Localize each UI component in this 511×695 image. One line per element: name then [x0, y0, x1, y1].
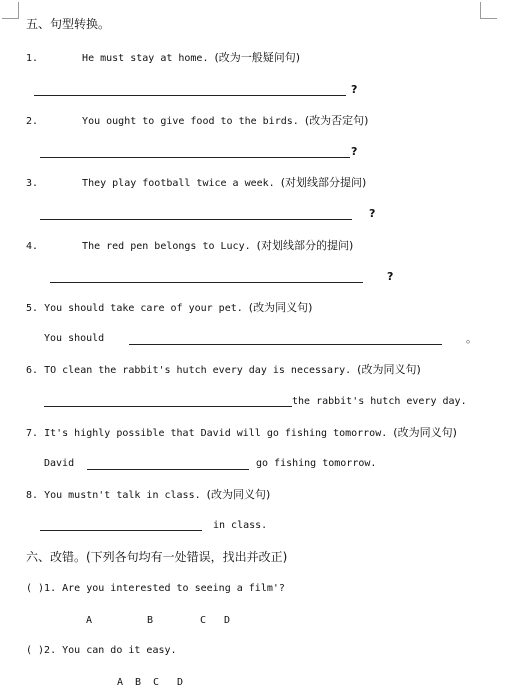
question-mark-2: ?	[351, 145, 358, 158]
question-instruction: (对划线部分的提问)	[256, 239, 354, 252]
question-number: 7.	[26, 428, 39, 439]
option-c: C	[200, 615, 207, 626]
question-8	[26, 488, 270, 503]
question-text: Are you interested to seeing a film'?	[62, 583, 285, 594]
option-c: C	[153, 677, 160, 688]
option-a: A	[117, 677, 124, 688]
question-text: He must stay at home.	[82, 53, 209, 64]
question-number: 5.	[26, 303, 39, 314]
page-corner-mark-left	[2, 2, 19, 19]
question-instruction: (改为否定句)	[304, 114, 369, 127]
answer-blank-2[interactable]	[40, 157, 350, 158]
answer-lead-5: You should	[44, 333, 105, 344]
answer-blank-5[interactable]	[129, 344, 442, 345]
question-instruction: (改为同义句)	[357, 363, 421, 376]
question-instruction: (改为同义句)	[248, 301, 313, 314]
question-instruction: (改为同义句)	[393, 426, 457, 439]
question-4	[26, 239, 353, 254]
question-number: 1.	[26, 53, 39, 64]
question-5	[26, 301, 312, 316]
answer-lead-7: David	[44, 458, 75, 469]
question-instruction: (改为一般疑问句)	[214, 51, 301, 64]
answer-bracket[interactable]: ( )1.	[26, 583, 57, 594]
question-7	[26, 426, 457, 441]
question-text: They play football twice a week.	[82, 178, 275, 189]
question-instruction: (改为同义句)	[206, 488, 271, 501]
option-b: B	[147, 615, 154, 626]
question-6	[26, 363, 421, 378]
section-6-title: 六、改错。(下列各句均有一处错误，找出并改正)	[26, 550, 288, 564]
question-text: You should take care of your pet.	[44, 303, 243, 314]
answer-blank-6[interactable]	[44, 406, 292, 407]
question-3	[26, 176, 366, 191]
answer-blank-1[interactable]	[34, 95, 346, 96]
sentence-end-5: 。	[466, 332, 477, 345]
question-2	[26, 114, 368, 129]
section-5-title: 五、句型转换。	[26, 17, 111, 31]
page-corner-mark-right	[480, 2, 497, 19]
question-1	[26, 51, 300, 66]
answer-tail-8: in class.	[213, 520, 268, 531]
question-text: You can do it easy.	[62, 645, 177, 656]
option-d: D	[177, 677, 184, 688]
error-question-1	[26, 582, 285, 596]
question-instruction: (对划线部分提问)	[280, 176, 367, 189]
answer-tail-7: go fishing tomorrow.	[256, 458, 377, 469]
question-text: It's highly possible that David will go fishing tomorrow.	[44, 428, 388, 439]
question-mark-3: ?	[369, 207, 376, 220]
answer-blank-8[interactable]	[40, 530, 202, 531]
question-text: The red pen belongs to Lucy.	[82, 241, 251, 252]
answer-bracket[interactable]: ( )2.	[26, 645, 57, 656]
error-question-2	[26, 644, 177, 658]
answer-blank-4[interactable]	[50, 282, 363, 283]
question-number: 6.	[26, 365, 39, 376]
answer-tail-6: the rabbit's hutch every day.	[292, 396, 467, 407]
question-number: 4.	[26, 241, 39, 252]
question-text: You mustn't talk in class.	[44, 490, 201, 501]
question-text: You ought to give food to the birds.	[82, 116, 299, 127]
option-a: A	[86, 615, 93, 626]
question-mark-4: ?	[387, 270, 394, 283]
question-number: 2.	[26, 116, 39, 127]
answer-blank-3[interactable]	[40, 219, 352, 220]
option-b: B	[135, 677, 142, 688]
question-mark-1: ?	[351, 83, 358, 96]
question-number: 3.	[26, 178, 39, 189]
answer-blank-7[interactable]	[87, 469, 249, 470]
option-d: D	[224, 615, 231, 626]
question-text: TO clean the rabbit's hutch every day is necessary.	[44, 365, 352, 376]
question-number: 8.	[26, 490, 39, 501]
